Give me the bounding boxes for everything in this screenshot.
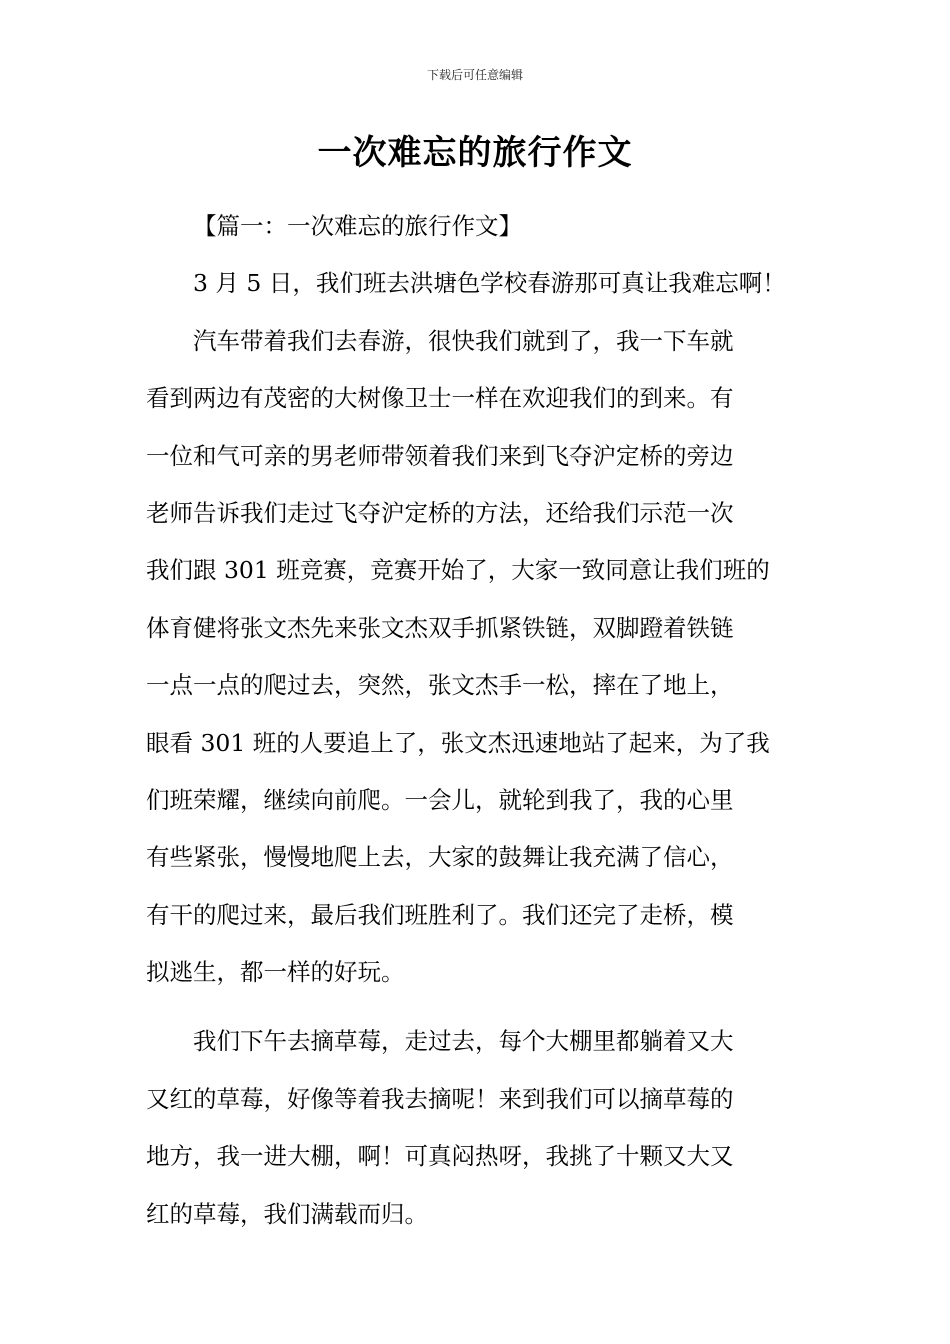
paragraph-line: 又红的草莓，好像等着我去摘呢！来到我们可以摘草莓的 bbox=[146, 1084, 734, 1113]
paragraph-line: 红的草莓，我们满载而归。 bbox=[146, 1199, 428, 1228]
paragraph-line: 看到两边有茂密的大树像卫士一样在欢迎我们的到来。有 bbox=[146, 384, 734, 413]
paragraph-3 bbox=[146, 1013, 810, 1243]
paragraph-line: 眼看 301 班的人要追上了，张文杰迅速地站了起来，为了我 bbox=[146, 728, 770, 757]
paragraph-line: 有些紧张，慢慢地爬上去，大家的鼓舞让我充满了信心， bbox=[146, 843, 734, 872]
paragraph-line: 我们下午去摘草莓，走过去，每个大棚里都躺着又大 bbox=[193, 1027, 734, 1056]
paragraph-line: 拟逃生，都一样的好玩。 bbox=[146, 958, 405, 987]
paragraph-1 bbox=[146, 255, 810, 312]
paragraph-line: 们班荣耀，继续向前爬。一会儿，就轮到我了，我的心里 bbox=[146, 785, 734, 814]
paragraph-spacer bbox=[146, 1001, 810, 1013]
paragraph-line: 汽车带着我们去春游，很快我们就到了，我一下车就 bbox=[193, 326, 734, 355]
paragraph-line: 一位和气可亲的男老师带领着我们来到飞夺沪定桥的旁边 bbox=[146, 441, 734, 470]
paragraph-line: 体育健将张文杰先来张文杰双手抓紧铁链，双脚蹬着铁链 bbox=[146, 613, 734, 642]
section-heading: 【篇一：一次难忘的旅行作文】 bbox=[193, 212, 522, 240]
paragraph-line: 我们跟 301 班竞赛，竞赛开始了，大家一致同意让我们班的 bbox=[146, 556, 770, 585]
document-title: 一次难忘的旅行作文 bbox=[317, 133, 633, 173]
paragraph-2 bbox=[146, 313, 810, 1002]
paragraph-line: 一点一点的爬过去，突然，张文杰手一松，摔在了地上， bbox=[146, 671, 734, 700]
paragraph-line: 老师告诉我们走过飞夺沪定桥的方法，还给我们示范一次 bbox=[146, 498, 734, 527]
paragraph-line: 3 月 5 日，我们班去洪塘色学校春游那可真让我难忘啊！ bbox=[193, 269, 786, 298]
paragraph-line: 有干的爬过来，最后我们班胜利了。我们还完了走桥，模 bbox=[146, 900, 734, 929]
header-note: 下载后可任意编辑 bbox=[426, 68, 523, 82]
document-body bbox=[146, 198, 810, 1243]
paragraph-line: 地方，我一进大棚，啊！可真闷热呀，我挑了十颗又大又 bbox=[146, 1142, 734, 1171]
